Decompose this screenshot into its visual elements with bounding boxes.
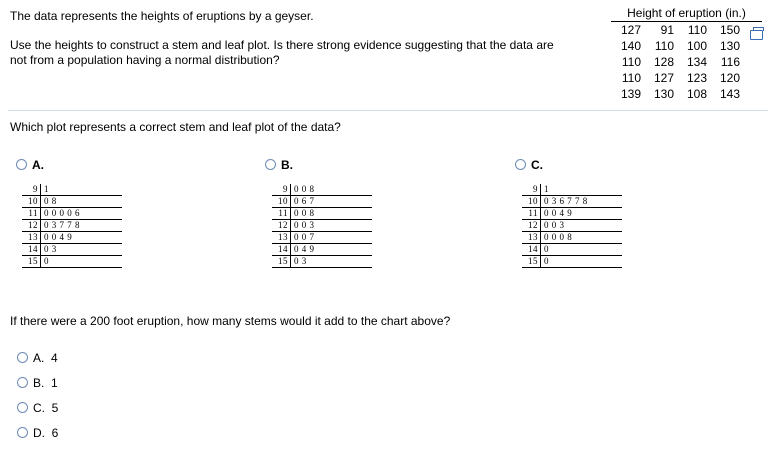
stem-separator xyxy=(540,256,541,267)
stem-value: 9 xyxy=(533,184,538,194)
stem-separator xyxy=(290,208,291,219)
data-table-row xyxy=(611,38,762,54)
data-table-cell: 123 xyxy=(686,71,707,85)
data-table-cell: 134 xyxy=(686,55,707,69)
data-table-cell: 143 xyxy=(719,87,740,101)
answer-b-radio[interactable] xyxy=(17,377,28,388)
stem-value: 15 xyxy=(28,256,38,266)
stem-leaf-row xyxy=(22,256,122,268)
data-table-cell: 108 xyxy=(686,87,707,101)
stem-separator xyxy=(290,256,291,267)
stem-value: 15 xyxy=(278,256,288,266)
leaf-values: 0 0 0 0 6 xyxy=(44,208,80,218)
stem-value: 10 xyxy=(278,196,288,206)
stem-leaf-row xyxy=(22,220,122,232)
leaf-values: 0 3 6 7 7 8 xyxy=(544,196,588,206)
option-a-letter: A. xyxy=(32,158,44,172)
leaf-values: 0 4 9 xyxy=(294,244,315,254)
answer-a-letter: A. xyxy=(33,351,45,365)
stem-separator xyxy=(40,220,41,231)
stem-value: 11 xyxy=(278,208,288,218)
data-table-cell: 128 xyxy=(653,55,674,69)
option-b-radio[interactable] xyxy=(265,159,276,170)
data-table-header: Height of eruption (in.) xyxy=(611,6,762,22)
stem-leaf-row xyxy=(522,232,622,244)
stem-value: 15 xyxy=(528,256,538,266)
answer-a-radio[interactable] xyxy=(17,352,28,363)
leaf-values: 0 xyxy=(44,256,49,266)
answer-a-value: 4 xyxy=(51,351,58,365)
stem-leaf-row xyxy=(272,208,372,220)
answer-d-value: 6 xyxy=(51,426,59,440)
data-table-cell: 100 xyxy=(686,39,707,53)
data-table-body xyxy=(611,22,762,102)
leaf-values: 0 3 7 7 8 xyxy=(44,220,80,230)
stem-leaf-row xyxy=(22,232,122,244)
stem-separator xyxy=(40,184,41,195)
stem-separator xyxy=(540,220,541,231)
data-table-cell: 130 xyxy=(719,39,740,53)
stem-value: 13 xyxy=(278,232,288,242)
answer-b-value: 1 xyxy=(51,376,58,390)
answer-c-radio[interactable] xyxy=(17,402,28,413)
answer-d-letter: D. xyxy=(33,426,45,440)
data-table-row xyxy=(611,70,762,86)
data-table-cell: 91 xyxy=(660,23,674,37)
stem-separator xyxy=(540,232,541,243)
leaf-values: 0 0 7 xyxy=(294,232,315,242)
question-intro: The data represents the heights of eruptions by a geyser. xyxy=(10,9,314,23)
data-table-cell: 150 xyxy=(719,23,740,37)
stem-value: 11 xyxy=(528,208,538,218)
stem-value: 10 xyxy=(528,196,538,206)
answer-a-label xyxy=(33,351,58,365)
answer-c-label xyxy=(33,401,58,415)
stem-leaf-plot-c xyxy=(522,184,622,268)
stem-leaf-row xyxy=(272,256,372,268)
option-b-letter: B. xyxy=(281,158,293,172)
stem-leaf-row xyxy=(22,184,122,196)
answer-c-value: 5 xyxy=(51,401,59,415)
stem-separator xyxy=(40,232,41,243)
data-table-cell: 139 xyxy=(620,87,641,101)
data-table-cell: 140 xyxy=(620,39,641,53)
leaf-values: 0 3 xyxy=(44,244,57,254)
data-table-cell: 127 xyxy=(620,23,641,37)
stem-value: 9 xyxy=(283,184,288,194)
stem-value: 14 xyxy=(528,244,538,254)
leaf-values: 0 0 4 9 xyxy=(44,232,73,242)
answer-b-letter: B. xyxy=(33,376,45,390)
leaf-values: 1 xyxy=(544,184,549,194)
stem-leaf-plot-b xyxy=(272,184,372,268)
eruption-data-table xyxy=(611,6,762,102)
leaf-values: 0 0 0 8 xyxy=(544,232,573,242)
stem-value: 12 xyxy=(278,220,288,230)
stem-separator xyxy=(540,208,541,219)
data-table-cell: 110 xyxy=(687,23,707,37)
answer-c-letter: C. xyxy=(33,401,45,415)
stem-separator xyxy=(40,208,41,219)
data-table-cell: 110 xyxy=(621,55,641,69)
stem-value: 9 xyxy=(33,184,38,194)
stem-leaf-row xyxy=(22,208,122,220)
stem-leaf-row xyxy=(272,232,372,244)
stem-separator xyxy=(40,244,41,255)
stem-leaf-row xyxy=(272,196,372,208)
data-table-cell: 116 xyxy=(720,55,740,69)
stem-leaf-row xyxy=(22,196,122,208)
question-line-3: not from a population having a normal distribution? xyxy=(10,53,280,67)
leaf-values: 0 8 xyxy=(44,196,57,206)
question-line-2: Use the heights to construct a stem and leaf plot. Is there strong evidence suggesting that the data are xyxy=(10,38,554,52)
stem-leaf-row xyxy=(522,196,622,208)
leaf-values: 0 0 4 9 xyxy=(544,208,573,218)
stem-leaf-row xyxy=(522,220,622,232)
leaf-values: 0 0 3 xyxy=(544,220,565,230)
stem-value: 12 xyxy=(28,220,38,230)
stem-leaf-row xyxy=(22,244,122,256)
option-c-letter: C. xyxy=(531,158,543,172)
stem-separator xyxy=(290,184,291,195)
plot-question: Which plot represents a correct stem and leaf plot of the data? xyxy=(10,120,341,134)
data-table-row xyxy=(611,54,762,70)
section-divider xyxy=(8,110,768,111)
leaf-values: 1 xyxy=(44,184,49,194)
stem-value: 10 xyxy=(28,196,38,206)
stem-value: 13 xyxy=(28,232,38,242)
stem-value: 11 xyxy=(28,208,38,218)
stem-value: 14 xyxy=(278,244,288,254)
stem-value: 13 xyxy=(528,232,538,242)
leaf-values: 0 0 3 xyxy=(294,220,315,230)
stem-value: 12 xyxy=(528,220,538,230)
option-a-radio[interactable] xyxy=(16,159,27,170)
stem-leaf-row xyxy=(272,184,372,196)
data-table-cell: 120 xyxy=(719,71,740,85)
answer-b-label xyxy=(33,376,58,390)
stem-leaf-row xyxy=(522,244,622,256)
data-table-row xyxy=(611,22,762,38)
data-table-cell: 110 xyxy=(654,39,674,53)
stem-separator xyxy=(290,244,291,255)
leaf-values: 0 xyxy=(544,244,549,254)
data-table-cell: 127 xyxy=(653,71,674,85)
leaf-values: 0 0 8 xyxy=(294,184,315,194)
leaf-values: 0 6 7 xyxy=(294,196,315,206)
stem-leaf-row xyxy=(272,220,372,232)
answer-d-radio[interactable] xyxy=(17,427,28,438)
stem-separator xyxy=(40,196,41,207)
stem-separator xyxy=(540,244,541,255)
stem-leaf-plot-a xyxy=(22,184,122,268)
leaf-values: 0 3 xyxy=(294,256,307,266)
option-c-radio[interactable] xyxy=(515,159,526,170)
stem-leaf-row xyxy=(522,184,622,196)
stem-leaf-row xyxy=(522,208,622,220)
stem-separator xyxy=(540,184,541,195)
stem-separator xyxy=(40,256,41,267)
stem-separator xyxy=(540,196,541,207)
copy-icon[interactable] xyxy=(750,30,763,40)
leaf-values: 0 xyxy=(544,256,549,266)
stem-separator xyxy=(290,196,291,207)
stems-question: If there were a 200 foot eruption, how many stems would it add to the chart above? xyxy=(10,314,451,328)
data-table-cell: 110 xyxy=(621,71,641,85)
stem-value: 14 xyxy=(28,244,38,254)
stem-leaf-row xyxy=(272,244,372,256)
stem-separator xyxy=(290,232,291,243)
stem-separator xyxy=(290,220,291,231)
leaf-values: 0 0 8 xyxy=(294,208,315,218)
stem-leaf-row xyxy=(522,256,622,268)
answer-d-label xyxy=(33,426,58,440)
data-table-row xyxy=(611,86,762,102)
data-table-cell: 130 xyxy=(653,87,674,101)
